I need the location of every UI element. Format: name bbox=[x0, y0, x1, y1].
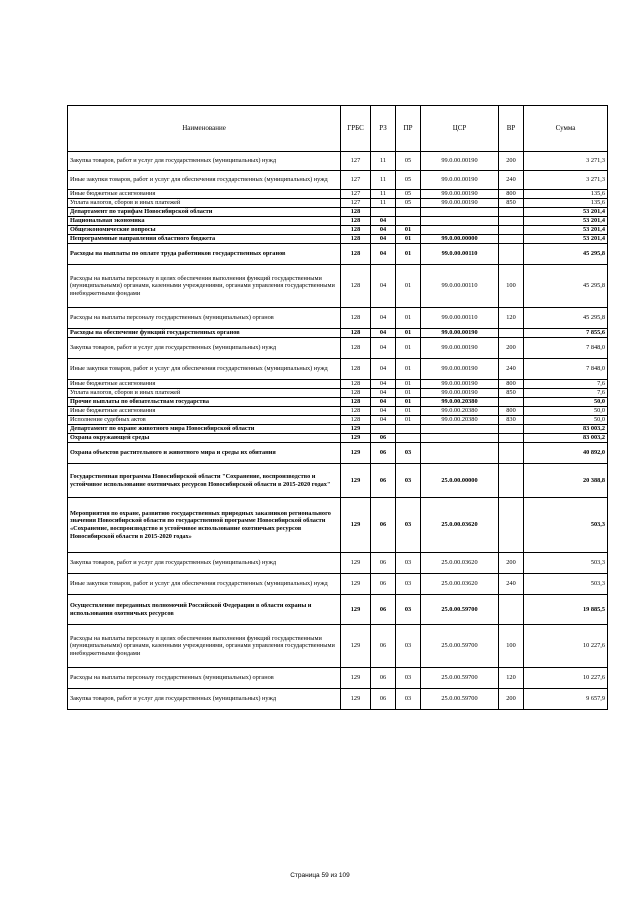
cell-rz: 04 bbox=[371, 416, 396, 425]
cell-rz: 04 bbox=[371, 265, 396, 308]
cell-pr: 01 bbox=[396, 226, 421, 235]
cell-name: Расходы на выплаты персоналу государственных (муниципальных) органов bbox=[68, 668, 341, 689]
cell-sum: 7,6 bbox=[524, 389, 608, 398]
cell-csr bbox=[421, 226, 499, 235]
cell-vr: 200 bbox=[499, 152, 524, 171]
table-row bbox=[68, 226, 608, 235]
cell-sum: 53 201,4 bbox=[524, 217, 608, 226]
cell-csr bbox=[421, 443, 499, 464]
page-number: Страница 59 из 109 bbox=[290, 872, 350, 879]
cell-csr: 99.0.00.00190 bbox=[421, 190, 499, 199]
cell-csr: 25.0.00.03620 bbox=[421, 498, 499, 553]
cell-vr: 800 bbox=[499, 190, 524, 199]
cell-vr bbox=[499, 329, 524, 338]
cell-sum: 45 295,8 bbox=[524, 265, 608, 308]
cell-sum: 135,6 bbox=[524, 199, 608, 208]
header-vr: ВР bbox=[499, 106, 524, 152]
cell-csr: 99.0.00.00190 bbox=[421, 152, 499, 171]
cell-grbs: 129 bbox=[341, 625, 371, 668]
cell-vr: 240 bbox=[499, 359, 524, 380]
cell-vr bbox=[499, 244, 524, 265]
cell-grbs: 128 bbox=[341, 338, 371, 359]
cell-csr: 25.0.00.59700 bbox=[421, 625, 499, 668]
cell-grbs: 128 bbox=[341, 265, 371, 308]
cell-csr: 99.0.00.00110 bbox=[421, 265, 499, 308]
cell-csr: 99.0.00.00190 bbox=[421, 199, 499, 208]
cell-sum: 9 657,9 bbox=[524, 689, 608, 710]
cell-csr: 99.0.00.00190 bbox=[421, 171, 499, 190]
cell-rz: 04 bbox=[371, 389, 396, 398]
cell-sum: 503,3 bbox=[524, 553, 608, 574]
cell-name: Расходы на выплаты персоналу в целях обеспечения выполнения функций государственными (муниципальными) органами, казенными учреждениями, органами управления государственными внебюджетными фондами bbox=[68, 265, 341, 308]
cell-grbs: 128 bbox=[341, 208, 371, 217]
table-row bbox=[68, 171, 608, 190]
cell-sum: 45 295,8 bbox=[524, 308, 608, 329]
cell-vr: 850 bbox=[499, 389, 524, 398]
table-row bbox=[68, 625, 608, 668]
cell-pr: 01 bbox=[396, 235, 421, 244]
cell-grbs: 129 bbox=[341, 434, 371, 443]
cell-name: Непрограммные направления областного бюджета bbox=[68, 235, 341, 244]
cell-grbs: 128 bbox=[341, 329, 371, 338]
cell-name: Иные бюджетные ассигнования bbox=[68, 190, 341, 199]
cell-pr bbox=[396, 208, 421, 217]
cell-pr: 03 bbox=[396, 464, 421, 498]
cell-grbs: 128 bbox=[341, 380, 371, 389]
cell-csr: 99.0.00.00110 bbox=[421, 244, 499, 265]
cell-name: Уплата налогов, сборов и иных платежей bbox=[68, 199, 341, 208]
cell-rz: 04 bbox=[371, 398, 396, 407]
table-row bbox=[68, 416, 608, 425]
cell-vr bbox=[499, 398, 524, 407]
header-rz: РЗ bbox=[371, 106, 396, 152]
cell-rz: 06 bbox=[371, 498, 396, 553]
cell-name: Осуществление переданных полномочий Российской Федерации в области охраны и использования охотничьих ресурсов bbox=[68, 595, 341, 625]
cell-grbs: 129 bbox=[341, 689, 371, 710]
cell-name: Иные закупки товаров, работ и услуг для обеспечения государственных (муниципальных) нужд bbox=[68, 171, 341, 190]
cell-sum: 50,0 bbox=[524, 407, 608, 416]
header-grbs: ГРБС bbox=[341, 106, 371, 152]
cell-sum: 503,3 bbox=[524, 498, 608, 553]
cell-pr: 01 bbox=[396, 398, 421, 407]
table-row bbox=[68, 380, 608, 389]
cell-csr: 99.0.00.00190 bbox=[421, 359, 499, 380]
table-row bbox=[68, 668, 608, 689]
table-row bbox=[68, 407, 608, 416]
cell-vr bbox=[499, 434, 524, 443]
cell-csr: 25.0.00.59700 bbox=[421, 668, 499, 689]
cell-sum: 7 848,0 bbox=[524, 359, 608, 380]
cell-rz: 06 bbox=[371, 668, 396, 689]
cell-rz: 06 bbox=[371, 443, 396, 464]
cell-csr: 25.0.00.03620 bbox=[421, 574, 499, 595]
table-row bbox=[68, 338, 608, 359]
cell-pr: 03 bbox=[396, 553, 421, 574]
budget-table bbox=[67, 105, 608, 710]
cell-pr: 05 bbox=[396, 190, 421, 199]
cell-rz bbox=[371, 425, 396, 434]
cell-grbs: 129 bbox=[341, 595, 371, 625]
cell-sum: 19 885,5 bbox=[524, 595, 608, 625]
cell-rz: 06 bbox=[371, 574, 396, 595]
cell-pr: 01 bbox=[396, 338, 421, 359]
cell-vr bbox=[499, 464, 524, 498]
table-row bbox=[68, 425, 608, 434]
cell-sum: 135,6 bbox=[524, 190, 608, 199]
cell-pr: 01 bbox=[396, 416, 421, 425]
table-row bbox=[68, 464, 608, 498]
cell-csr: 99.0.00.20380 bbox=[421, 407, 499, 416]
table-row bbox=[68, 152, 608, 171]
cell-grbs: 128 bbox=[341, 217, 371, 226]
table-row bbox=[68, 398, 608, 407]
cell-grbs: 129 bbox=[341, 464, 371, 498]
cell-pr: 01 bbox=[396, 329, 421, 338]
cell-vr bbox=[499, 226, 524, 235]
cell-sum: 83 003,2 bbox=[524, 425, 608, 434]
cell-vr bbox=[499, 595, 524, 625]
cell-grbs: 128 bbox=[341, 398, 371, 407]
cell-pr: 03 bbox=[396, 668, 421, 689]
cell-grbs: 129 bbox=[341, 574, 371, 595]
cell-vr bbox=[499, 498, 524, 553]
header-name: Наименование bbox=[68, 106, 341, 152]
cell-csr: 99.0.00.00190 bbox=[421, 329, 499, 338]
cell-rz: 06 bbox=[371, 434, 396, 443]
table-row bbox=[68, 329, 608, 338]
cell-csr bbox=[421, 208, 499, 217]
cell-vr: 100 bbox=[499, 265, 524, 308]
cell-pr bbox=[396, 217, 421, 226]
cell-rz: 11 bbox=[371, 152, 396, 171]
cell-rz: 04 bbox=[371, 329, 396, 338]
cell-vr: 800 bbox=[499, 407, 524, 416]
cell-name: Расходы на выплаты по оплате труда работников государственных органов bbox=[68, 244, 341, 265]
cell-grbs: 128 bbox=[341, 308, 371, 329]
cell-grbs: 129 bbox=[341, 498, 371, 553]
cell-grbs: 129 bbox=[341, 553, 371, 574]
cell-sum: 3 271,3 bbox=[524, 171, 608, 190]
cell-pr: 01 bbox=[396, 308, 421, 329]
cell-csr: 99.0.00.00000 bbox=[421, 235, 499, 244]
table-row bbox=[68, 498, 608, 553]
cell-pr: 01 bbox=[396, 244, 421, 265]
cell-pr: 03 bbox=[396, 689, 421, 710]
cell-csr: 25.0.00.03620 bbox=[421, 553, 499, 574]
cell-grbs: 129 bbox=[341, 443, 371, 464]
cell-rz: 06 bbox=[371, 464, 396, 498]
cell-name: Исполнение судебных актов bbox=[68, 416, 341, 425]
cell-grbs: 127 bbox=[341, 190, 371, 199]
cell-grbs: 128 bbox=[341, 359, 371, 380]
table-row bbox=[68, 308, 608, 329]
cell-sum: 20 388,8 bbox=[524, 464, 608, 498]
table-row bbox=[68, 434, 608, 443]
cell-pr: 01 bbox=[396, 389, 421, 398]
cell-name: Закупка товаров, работ и услуг для государственных (муниципальных) нужд bbox=[68, 152, 341, 171]
cell-vr: 120 bbox=[499, 308, 524, 329]
cell-csr: 25.0.00.00000 bbox=[421, 464, 499, 498]
cell-name: Иные закупки товаров, работ и услуг для обеспечения государственных (муниципальных) нужд bbox=[68, 359, 341, 380]
table-row bbox=[68, 389, 608, 398]
cell-grbs: 128 bbox=[341, 226, 371, 235]
table-row bbox=[68, 595, 608, 625]
cell-name: Расходы на выплаты персоналу в целях обеспечения выполнения функций государственными (муниципальными) органами, казенными учреждениями, органами управления государственными внебюджетными фондами bbox=[68, 625, 341, 668]
cell-vr: 240 bbox=[499, 574, 524, 595]
cell-grbs: 128 bbox=[341, 416, 371, 425]
cell-vr bbox=[499, 208, 524, 217]
cell-csr: 99.0.00.20380 bbox=[421, 416, 499, 425]
cell-name: Общеэкономические вопросы bbox=[68, 226, 341, 235]
table-row bbox=[68, 689, 608, 710]
cell-pr: 01 bbox=[396, 407, 421, 416]
cell-csr: 99.0.00.00190 bbox=[421, 338, 499, 359]
table-row bbox=[68, 199, 608, 208]
cell-vr: 200 bbox=[499, 689, 524, 710]
cell-name: Расходы на выплаты персоналу государственных (муниципальных) органов bbox=[68, 308, 341, 329]
cell-sum: 503,3 bbox=[524, 574, 608, 595]
cell-sum: 3 271,3 bbox=[524, 152, 608, 171]
cell-sum: 7 855,6 bbox=[524, 329, 608, 338]
cell-sum: 7 848,0 bbox=[524, 338, 608, 359]
cell-name: Охрана окружающей среды bbox=[68, 434, 341, 443]
cell-rz: 06 bbox=[371, 689, 396, 710]
header-pr: ПР bbox=[396, 106, 421, 152]
cell-grbs: 127 bbox=[341, 152, 371, 171]
cell-grbs: 127 bbox=[341, 199, 371, 208]
cell-pr: 01 bbox=[396, 265, 421, 308]
cell-sum: 40 892,0 bbox=[524, 443, 608, 464]
header-csr: ЦСР bbox=[421, 106, 499, 152]
table-row bbox=[68, 217, 608, 226]
cell-vr bbox=[499, 443, 524, 464]
cell-name: Мероприятия по охране, развитию государственных природных заказников регионального значения Новосибирской области по государственной программе Новосибирской области «Сохранение, воспроизводство и устойчивое использование охотничьих ресурсов Новосибирской области в 2015-2020 годах» bbox=[68, 498, 341, 553]
cell-name: Департамент по охране животного мира Новосибирской области bbox=[68, 425, 341, 434]
cell-grbs: 129 bbox=[341, 425, 371, 434]
cell-grbs: 128 bbox=[341, 389, 371, 398]
cell-grbs: 127 bbox=[341, 171, 371, 190]
cell-sum: 10 227,6 bbox=[524, 625, 608, 668]
cell-pr: 05 bbox=[396, 152, 421, 171]
cell-rz: 04 bbox=[371, 217, 396, 226]
cell-sum: 7,6 bbox=[524, 380, 608, 389]
cell-name: Департамент по тарифам Новосибирской области bbox=[68, 208, 341, 217]
cell-name: Иные бюджетные ассигнования bbox=[68, 407, 341, 416]
cell-name: Уплата налогов, сборов и иных платежей bbox=[68, 389, 341, 398]
cell-name: Прочие выплаты по обязательствам государства bbox=[68, 398, 341, 407]
table-row bbox=[68, 574, 608, 595]
cell-pr bbox=[396, 434, 421, 443]
cell-rz: 04 bbox=[371, 235, 396, 244]
cell-rz: 11 bbox=[371, 190, 396, 199]
cell-rz: 11 bbox=[371, 199, 396, 208]
cell-pr: 03 bbox=[396, 625, 421, 668]
cell-csr: 25.0.00.59700 bbox=[421, 595, 499, 625]
cell-grbs: 128 bbox=[341, 235, 371, 244]
cell-csr bbox=[421, 434, 499, 443]
cell-rz: 06 bbox=[371, 595, 396, 625]
table-row bbox=[68, 265, 608, 308]
cell-vr bbox=[499, 217, 524, 226]
cell-grbs: 129 bbox=[341, 668, 371, 689]
cell-sum: 45 295,8 bbox=[524, 244, 608, 265]
cell-pr: 01 bbox=[396, 380, 421, 389]
cell-pr: 03 bbox=[396, 595, 421, 625]
cell-rz: 04 bbox=[371, 244, 396, 265]
cell-name: Расходы на обеспечение функций государственных органов bbox=[68, 329, 341, 338]
cell-rz: 06 bbox=[371, 553, 396, 574]
cell-pr: 05 bbox=[396, 199, 421, 208]
table-row bbox=[68, 190, 608, 199]
cell-csr: 25.0.00.59700 bbox=[421, 689, 499, 710]
cell-name: Закупка товаров, работ и услуг для государственных (муниципальных) нужд bbox=[68, 553, 341, 574]
table-row bbox=[68, 443, 608, 464]
table-row bbox=[68, 244, 608, 265]
cell-sum: 53 201,4 bbox=[524, 235, 608, 244]
cell-sum: 53 201,4 bbox=[524, 208, 608, 217]
table-body bbox=[68, 152, 608, 710]
cell-rz: 04 bbox=[371, 359, 396, 380]
cell-rz: 11 bbox=[371, 171, 396, 190]
cell-csr: 99.0.00.00190 bbox=[421, 389, 499, 398]
table-row bbox=[68, 208, 608, 217]
cell-csr: 99.0.00.00190 bbox=[421, 380, 499, 389]
cell-rz: 04 bbox=[371, 380, 396, 389]
cell-vr: 100 bbox=[499, 625, 524, 668]
header-sum: Сумма bbox=[524, 106, 608, 152]
cell-pr: 03 bbox=[396, 498, 421, 553]
cell-vr: 850 bbox=[499, 199, 524, 208]
cell-rz bbox=[371, 208, 396, 217]
cell-name: Закупка товаров, работ и услуг для государственных (муниципальных) нужд bbox=[68, 338, 341, 359]
cell-vr bbox=[499, 425, 524, 434]
cell-name: Иные закупки товаров, работ и услуг для обеспечения государственных (муниципальных) нужд bbox=[68, 574, 341, 595]
cell-grbs: 128 bbox=[341, 244, 371, 265]
cell-pr bbox=[396, 425, 421, 434]
cell-vr: 120 bbox=[499, 668, 524, 689]
cell-name: Закупка товаров, работ и услуг для государственных (муниципальных) нужд bbox=[68, 689, 341, 710]
cell-vr: 200 bbox=[499, 553, 524, 574]
table-row bbox=[68, 235, 608, 244]
cell-rz: 04 bbox=[371, 226, 396, 235]
cell-pr: 01 bbox=[396, 359, 421, 380]
cell-name: Национальная экономика bbox=[68, 217, 341, 226]
cell-pr: 03 bbox=[396, 443, 421, 464]
cell-rz: 06 bbox=[371, 625, 396, 668]
cell-vr: 240 bbox=[499, 171, 524, 190]
cell-pr: 05 bbox=[396, 171, 421, 190]
cell-csr: 99.0.00.00110 bbox=[421, 308, 499, 329]
cell-vr: 200 bbox=[499, 338, 524, 359]
cell-sum: 53 201,4 bbox=[524, 226, 608, 235]
cell-vr: 830 bbox=[499, 416, 524, 425]
cell-name: Государственная программа Новосибирской области "Сохранение, воспроизводство и устойчивое использование охотничьих ресурсов Новосибирской области в 2015-2020 годах" bbox=[68, 464, 341, 498]
cell-rz: 04 bbox=[371, 407, 396, 416]
cell-vr: 800 bbox=[499, 380, 524, 389]
cell-vr bbox=[499, 235, 524, 244]
cell-csr bbox=[421, 425, 499, 434]
table-header-row bbox=[68, 106, 608, 152]
cell-name: Охрана объектов растительного и животного мира и среды их обитания bbox=[68, 443, 341, 464]
cell-rz: 04 bbox=[371, 338, 396, 359]
cell-sum: 10 227,6 bbox=[524, 668, 608, 689]
cell-name: Иные бюджетные ассигнования bbox=[68, 380, 341, 389]
table-row bbox=[68, 553, 608, 574]
cell-csr bbox=[421, 217, 499, 226]
cell-pr: 03 bbox=[396, 574, 421, 595]
table-row bbox=[68, 359, 608, 380]
cell-sum: 50,0 bbox=[524, 416, 608, 425]
cell-sum: 50,0 bbox=[524, 398, 608, 407]
cell-grbs: 128 bbox=[341, 407, 371, 416]
cell-csr: 99.0.00.20380 bbox=[421, 398, 499, 407]
cell-rz: 04 bbox=[371, 308, 396, 329]
cell-sum: 83 003,2 bbox=[524, 434, 608, 443]
